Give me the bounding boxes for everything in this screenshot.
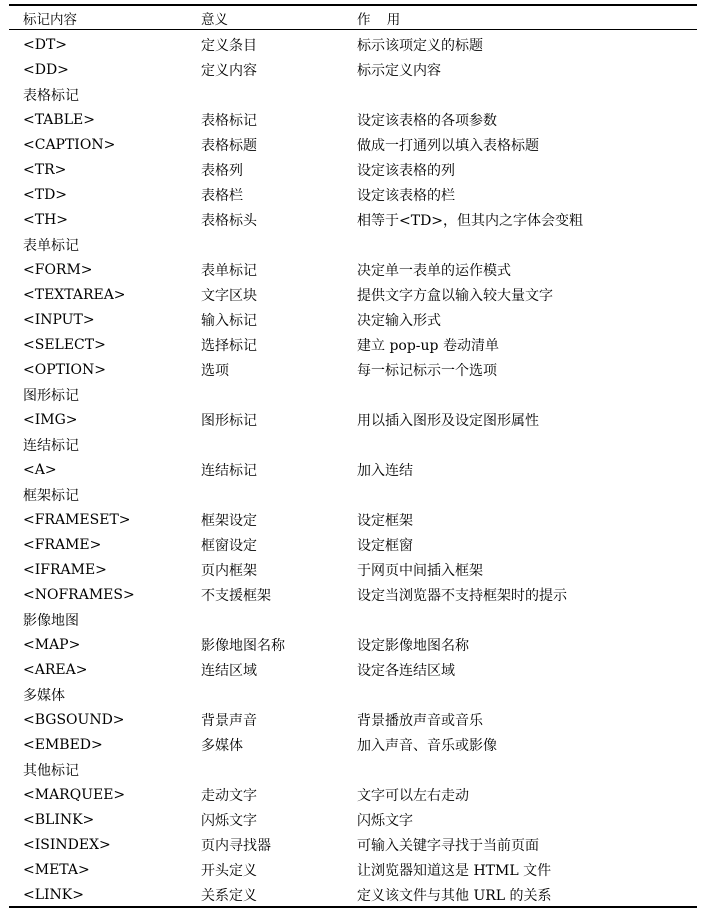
cell-tag: 图形标记 [23, 387, 79, 404]
cell-tag: <TR> [23, 161, 67, 178]
table-row [23, 207, 693, 232]
cell-meaning: 走动文字 [201, 787, 257, 804]
cell-function: 标示定义内容 [357, 62, 441, 79]
cell-tag: <EMBED> [23, 736, 103, 753]
table-row [23, 857, 693, 882]
cell-tag: <CAPTION> [23, 136, 116, 153]
cell-function: 闪烁文字 [357, 812, 413, 829]
table-row [23, 32, 693, 57]
cell-function: 于网页中间插入框架 [357, 562, 483, 579]
section-row [23, 757, 693, 782]
cell-tag: <FORM> [23, 261, 93, 278]
cell-meaning: 页内框架 [201, 562, 257, 579]
table-row [23, 157, 693, 182]
cell-meaning: 开头定义 [201, 862, 257, 879]
cell-meaning: 不支援框架 [201, 587, 271, 604]
table-row [23, 107, 693, 132]
cell-tag: <MAP> [23, 636, 81, 653]
cell-tag: <IMG> [23, 411, 78, 428]
cell-function: 用以插入图形及设定图形属性 [357, 412, 539, 429]
section-row [23, 82, 693, 107]
cell-function: 决定单一表单的运作模式 [357, 262, 511, 279]
table-body [23, 32, 693, 907]
cell-function: 文字可以左右走动 [357, 787, 469, 804]
cell-function: 相等于<TD>，但其内之字体会变粗 [357, 212, 584, 229]
cell-tag: <FRAME> [23, 536, 102, 553]
table-row [23, 507, 693, 532]
cell-function: 设定框架 [357, 512, 413, 529]
cell-function: 决定输入形式 [357, 312, 441, 329]
cell-function: 加入连结 [357, 462, 413, 479]
table-header [23, 6, 693, 29]
table-row [23, 307, 693, 332]
table-row [23, 882, 693, 907]
cell-function: 设定该表格的列 [357, 162, 455, 179]
table-row [23, 532, 693, 557]
cell-function: 提供文字方盒以输入较大量文字 [357, 287, 553, 304]
table-row [23, 132, 693, 157]
cell-meaning: 背景声音 [201, 712, 257, 729]
cell-meaning: 连结区域 [201, 662, 257, 679]
cell-tag: 连结标记 [23, 437, 79, 454]
cell-meaning: 表格标记 [201, 112, 257, 129]
cell-meaning: 表格标题 [201, 137, 257, 154]
cell-meaning: 输入标记 [201, 312, 257, 329]
cell-meaning: 多媒体 [201, 737, 243, 754]
cell-function: 设定该表格的各项参数 [357, 112, 497, 129]
section-row [23, 482, 693, 507]
cell-tag: <DD> [23, 61, 69, 78]
cell-tag: <TABLE> [23, 111, 95, 128]
cell-function: 标示该项定义的标题 [357, 37, 483, 54]
section-row [23, 232, 693, 257]
header-function: 作 用 [357, 11, 407, 28]
cell-tag: <DT> [23, 36, 68, 53]
cell-function: 做成一打通列以填入表格标题 [357, 137, 539, 154]
cell-meaning: 关系定义 [201, 887, 257, 904]
cell-meaning: 选择标记 [201, 337, 257, 354]
cell-tag: 框架标记 [23, 487, 79, 504]
table-row [23, 257, 693, 282]
cell-tag: 表单标记 [23, 237, 79, 254]
cell-tag: 表格标记 [23, 87, 79, 104]
table-row [23, 407, 693, 432]
cell-meaning: 定义内容 [201, 62, 257, 79]
cell-tag: <NOFRAMES> [23, 586, 135, 603]
cell-meaning: 闪烁文字 [201, 812, 257, 829]
table-row [23, 557, 693, 582]
cell-function: 让浏览器知道这是 HTML 文件 [357, 862, 552, 879]
cell-meaning: 表格标头 [201, 212, 257, 229]
table-row [23, 57, 693, 82]
cell-tag: <SELECT> [23, 336, 106, 353]
cell-tag: <TD> [23, 186, 68, 203]
cell-tag: <TEXTAREA> [23, 286, 126, 303]
cell-meaning: 文字区块 [201, 287, 257, 304]
cell-tag: <IFRAME> [23, 561, 107, 578]
cell-tag: <BGSOUND> [23, 711, 125, 728]
cell-tag: <ISINDEX> [23, 836, 111, 853]
cell-function: 可输入关键字寻找于当前页面 [357, 837, 539, 854]
table-row [23, 807, 693, 832]
cell-tag: <FRAMESET> [23, 511, 131, 528]
cell-tag: <A> [23, 461, 57, 478]
cell-meaning: 表格列 [201, 162, 243, 179]
cell-meaning: 框窗设定 [201, 537, 257, 554]
cell-function: 设定当浏览器不支持框架时的提示 [357, 587, 567, 604]
cell-tag: <LINK> [23, 886, 84, 903]
table-row [23, 832, 693, 857]
cell-function: 设定各连结区域 [357, 662, 455, 679]
section-row [23, 432, 693, 457]
cell-meaning: 连结标记 [201, 462, 257, 479]
cell-meaning: 表格栏 [201, 187, 243, 204]
cell-tag: <META> [23, 861, 90, 878]
cell-tag: <OPTION> [23, 361, 106, 378]
table-row [23, 582, 693, 607]
cell-meaning: 图形标记 [201, 412, 257, 429]
table-row [23, 632, 693, 657]
header-meaning: 意义 [201, 11, 228, 28]
cell-meaning: 选项 [201, 362, 229, 379]
section-row [23, 607, 693, 632]
cell-tag: <TH> [23, 211, 69, 228]
cell-tag: 影像地图 [23, 612, 79, 629]
cell-meaning: 框架设定 [201, 512, 257, 529]
table-row [23, 732, 693, 757]
cell-tag: <AREA> [23, 661, 88, 678]
cell-function: 定义该文件与其他 URL 的关系 [357, 887, 552, 904]
cell-tag: 其他标记 [23, 762, 79, 779]
table-row [23, 707, 693, 732]
cell-function: 加入声音、音乐或影像 [357, 737, 497, 754]
cell-function: 建立 pop-up 卷动清单 [357, 337, 499, 354]
cell-function: 每一标记标示一个选项 [357, 362, 497, 379]
cell-meaning: 表单标记 [201, 262, 257, 279]
cell-tag: <BLINK> [23, 811, 95, 828]
cell-meaning: 页内寻找器 [201, 837, 271, 854]
cell-function: 设定影像地图名称 [357, 637, 469, 654]
cell-function: 背景播放声音或音乐 [357, 712, 483, 729]
header-tag-content: 标记内容 [23, 11, 77, 28]
table-row [23, 457, 693, 482]
cell-function: 设定框窗 [357, 537, 413, 554]
cell-tag: 多媒体 [23, 687, 65, 704]
cell-tag: <MARQUEE> [23, 786, 126, 803]
table-row [23, 282, 693, 307]
html-tag-table [23, 6, 693, 907]
cell-function: 设定该表格的栏 [357, 187, 455, 204]
cell-meaning: 定义条目 [201, 37, 257, 54]
cell-tag: <INPUT> [23, 311, 95, 328]
table-row [23, 182, 693, 207]
table-row [23, 357, 693, 382]
section-row [23, 682, 693, 707]
section-row [23, 382, 693, 407]
table-row [23, 782, 693, 807]
cell-meaning: 影像地图名称 [201, 637, 285, 654]
table-row [23, 332, 693, 357]
table-row [23, 657, 693, 682]
